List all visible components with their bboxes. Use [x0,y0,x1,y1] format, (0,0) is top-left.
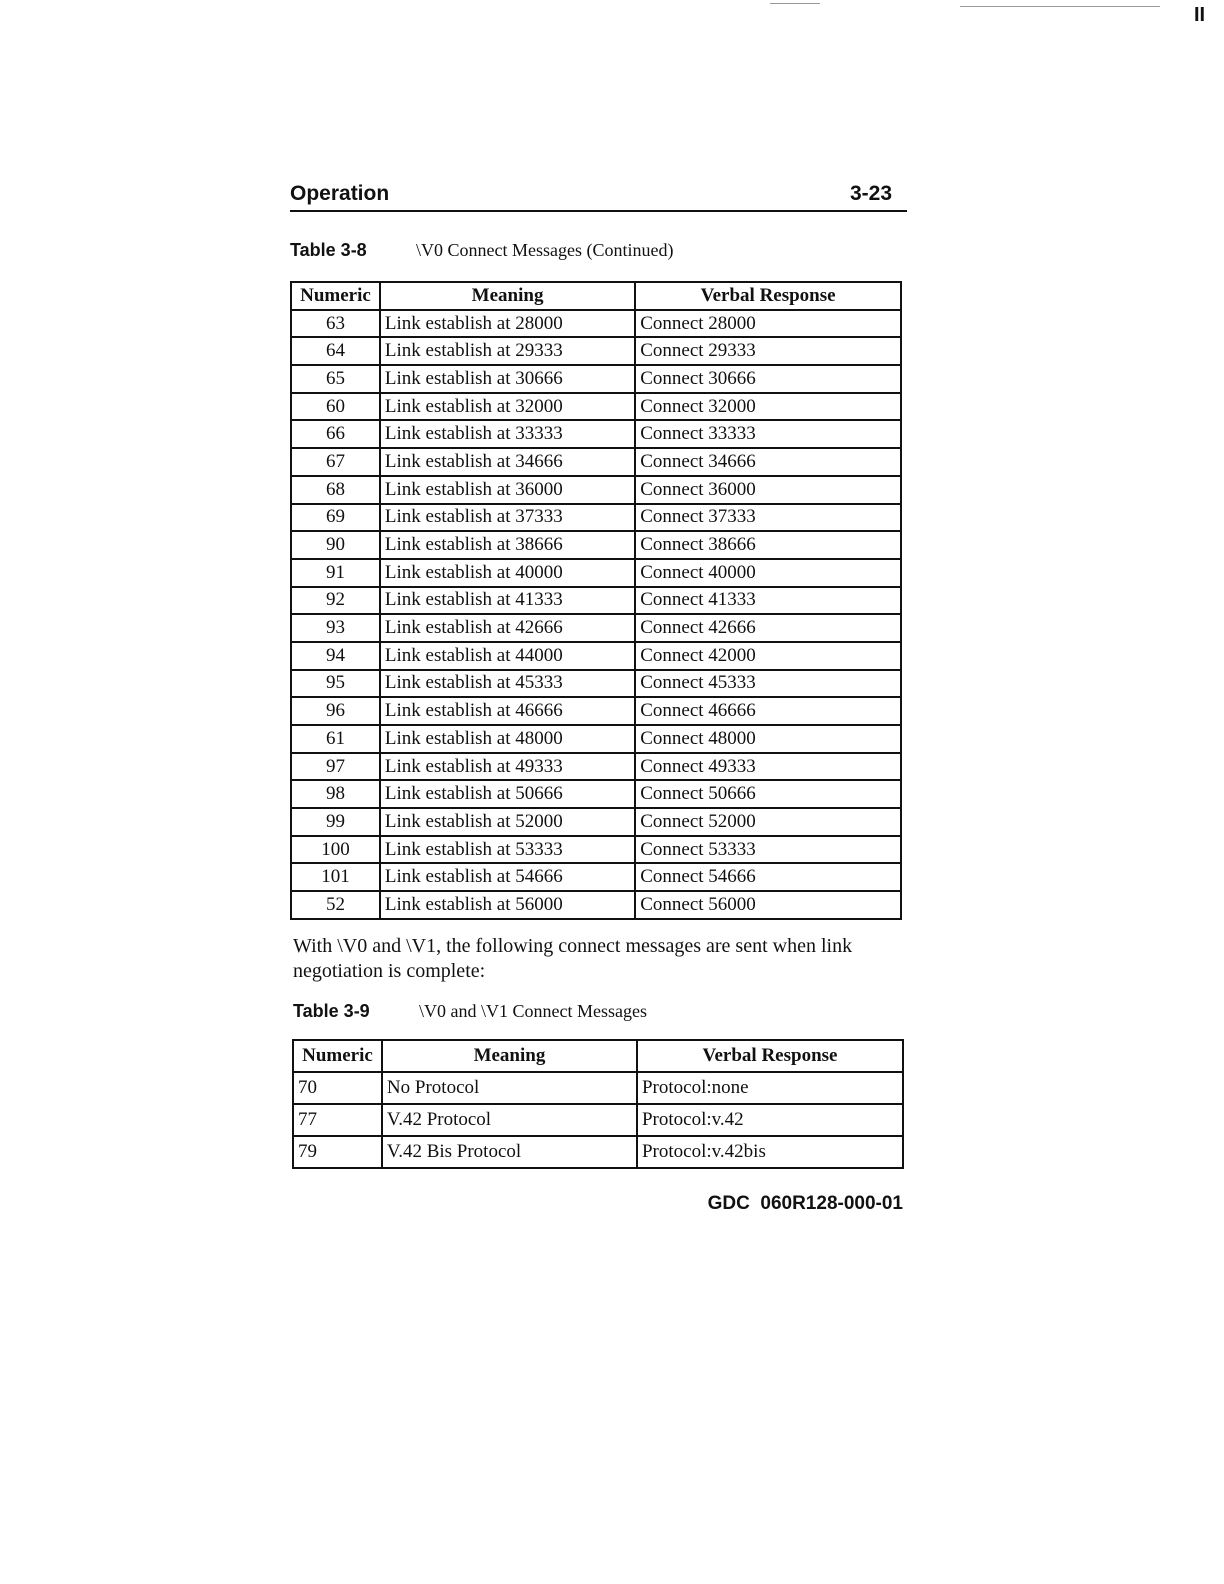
table-3-8-label: Table 3-8 [290,240,367,260]
table-row [291,476,901,504]
cell-meaning: No Protocol [382,1072,637,1104]
cell-numeric: 96 [291,697,380,725]
cell-verbal-response: Connect 42666 [635,614,901,642]
cell-numeric: 101 [291,863,380,891]
cell-meaning: Link establish at 49333 [380,753,635,781]
table-row [293,1136,903,1168]
table-row [291,725,901,753]
column-header-meaning: Meaning [382,1040,637,1072]
table-row [293,1104,903,1136]
cell-meaning: Link establish at 32000 [380,393,635,421]
cell-meaning: Link establish at 44000 [380,642,635,670]
table-row [291,836,901,864]
table-3-8 [290,281,902,920]
cell-numeric: 65 [291,365,380,393]
table-3-9-title: \V0 and \V1 Connect Messages [419,1001,647,1021]
table-row [291,420,901,448]
cell-numeric: 64 [291,337,380,365]
cell-numeric: 77 [293,1104,382,1136]
table-header-row [293,1040,903,1072]
table-row [293,1072,903,1104]
cell-numeric: 100 [291,836,380,864]
cell-verbal-response: Connect 32000 [635,393,901,421]
cell-numeric: 98 [291,780,380,808]
cell-numeric: 92 [291,587,380,615]
table-row [291,365,901,393]
cell-meaning: Link establish at 28000 [380,310,635,338]
scan-artifact-top-short [770,3,820,4]
cell-verbal-response: Connect 37333 [635,504,901,532]
document-id: GDC 060R128-000-01 [707,1193,903,1214]
cell-verbal-response: Protocol:none [637,1072,903,1104]
column-header-verbal-response: Verbal Response [637,1040,903,1072]
table-row [291,780,901,808]
table-row [291,670,901,698]
cell-numeric: 99 [291,808,380,836]
cell-verbal-response: Connect 34666 [635,448,901,476]
cell-verbal-response: Connect 46666 [635,697,901,725]
cell-verbal-response: Protocol:v.42 [637,1104,903,1136]
table-header-row [291,282,901,310]
cell-meaning: Link establish at 30666 [380,365,635,393]
cell-verbal-response: Connect 48000 [635,725,901,753]
cell-meaning: V.42 Protocol [382,1104,637,1136]
section-title: Operation [290,182,390,205]
table-row [291,614,901,642]
cell-meaning: Link establish at 41333 [380,587,635,615]
page-number: 3-23 [849,182,892,205]
cell-verbal-response: Connect 36000 [635,476,901,504]
cell-verbal-response: Protocol:v.42bis [637,1136,903,1168]
cell-numeric: 60 [291,393,380,421]
cell-meaning: Link establish at 36000 [380,476,635,504]
cell-verbal-response: Connect 52000 [635,808,901,836]
table-row [291,531,901,559]
cell-meaning: Link establish at 45333 [380,670,635,698]
cell-meaning: Link establish at 53333 [380,836,635,864]
cell-numeric: 66 [291,420,380,448]
cell-verbal-response: Connect 38666 [635,531,901,559]
cell-verbal-response: Connect 30666 [635,365,901,393]
column-header-meaning: Meaning [380,282,635,310]
cell-numeric: 68 [291,476,380,504]
table-3-8-title: \V0 Connect Messages (Continued) [416,240,674,260]
column-header-numeric: Numeric [291,282,380,310]
cell-numeric: 94 [291,642,380,670]
table-row [291,808,901,836]
cell-numeric: 97 [291,753,380,781]
cell-numeric: 52 [291,891,380,919]
cell-numeric: 70 [293,1072,382,1104]
table-row [291,753,901,781]
cell-meaning: Link establish at 37333 [380,504,635,532]
cell-meaning: Link establish at 38666 [380,531,635,559]
body-paragraph: With \V0 and \V1, the following connect messages are sent when link negotiation is complete: [293,935,853,982]
cell-verbal-response: Connect 56000 [635,891,901,919]
table-3-9 [292,1039,904,1169]
table-3-9-label: Table 3-9 [293,1001,370,1021]
cell-numeric: 95 [291,670,380,698]
cell-verbal-response: Connect 28000 [635,310,901,338]
cell-verbal-response: Connect 49333 [635,753,901,781]
table-row [291,310,901,338]
cell-verbal-response: Connect 40000 [635,559,901,587]
cell-numeric: 93 [291,614,380,642]
cell-numeric: 79 [293,1136,382,1168]
table-3-9-caption [293,1001,647,1022]
cell-numeric: 91 [291,559,380,587]
cell-verbal-response: Connect 29333 [635,337,901,365]
cell-verbal-response: Connect 45333 [635,670,901,698]
cell-verbal-response: Connect 50666 [635,780,901,808]
cell-verbal-response: Connect 53333 [635,836,901,864]
cell-meaning: Link establish at 46666 [380,697,635,725]
cell-numeric: 61 [291,725,380,753]
cell-meaning: Link establish at 50666 [380,780,635,808]
cell-meaning: Link establish at 48000 [380,725,635,753]
table-row [291,448,901,476]
table-row [291,642,901,670]
table-row [291,393,901,421]
cell-numeric: 63 [291,310,380,338]
page-header [290,182,907,212]
column-header-verbal-response: Verbal Response [635,282,901,310]
table-row [291,587,901,615]
cell-verbal-response: Connect 33333 [635,420,901,448]
table-row [291,697,901,725]
cell-meaning: Link establish at 33333 [380,420,635,448]
cell-verbal-response: Connect 41333 [635,587,901,615]
cell-meaning: Link establish at 29333 [380,337,635,365]
cell-meaning: Link establish at 54666 [380,863,635,891]
cell-verbal-response: Connect 42000 [635,642,901,670]
cell-meaning: Link establish at 42666 [380,614,635,642]
column-header-numeric: Numeric [293,1040,382,1072]
scan-artifact-top [960,6,1160,7]
table-row [291,504,901,532]
cell-meaning: Link establish at 40000 [380,559,635,587]
table-row [291,559,901,587]
cell-numeric: 90 [291,531,380,559]
cell-numeric: 69 [291,504,380,532]
table-row [291,863,901,891]
table-row [291,337,901,365]
cell-verbal-response: Connect 54666 [635,863,901,891]
cell-meaning: Link establish at 34666 [380,448,635,476]
table-3-8-caption [290,240,673,261]
cell-numeric: 67 [291,448,380,476]
table-3-8-body [291,310,901,919]
table-3-9-body [293,1072,903,1168]
table-row [291,891,901,919]
corner-mark: II [1194,4,1206,26]
cell-meaning: Link establish at 56000 [380,891,635,919]
cell-meaning: Link establish at 52000 [380,808,635,836]
cell-meaning: V.42 Bis Protocol [382,1136,637,1168]
